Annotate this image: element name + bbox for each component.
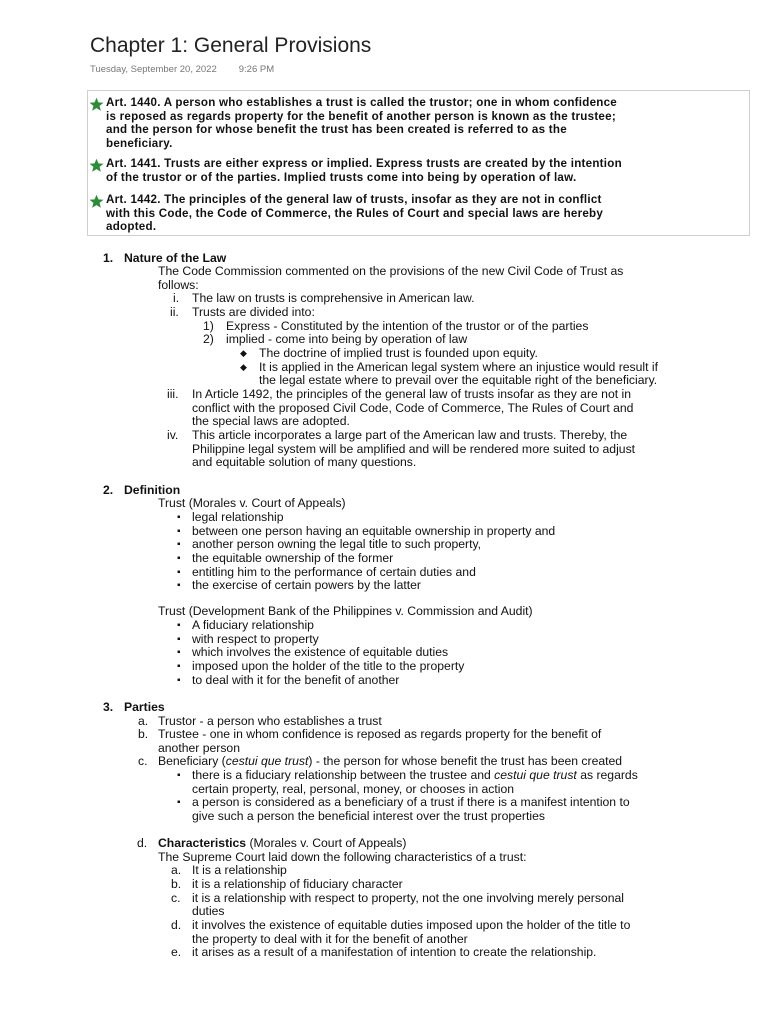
square-bullet-icon: ▪ xyxy=(177,553,181,564)
list-marker: d. xyxy=(137,836,148,850)
article-line: Art. 1440. A person who establishes a trust is called the trustor; one in whom confidence xyxy=(106,96,618,109)
list-marker: b. xyxy=(171,877,182,891)
body-text: The Code Commission commented on the provisions of the new Civil Code of Trust as xyxy=(158,264,624,278)
list-item: Express - Constituted by the intention of the trustor or of the parties xyxy=(226,319,589,333)
list-item: another person owning the legal title to such property, xyxy=(192,537,482,551)
list-item xyxy=(158,755,622,769)
article-line: Art. 1442. The principles of the general law of trusts, insofar as they are not in conflict xyxy=(106,193,602,206)
article-line: of the trustor or of the parties. Implied trusts come into being by operation of law. xyxy=(106,170,577,184)
text-run: ) - the person for whose benefit the trust has been created xyxy=(308,754,623,768)
list-item: A fiduciary relationship xyxy=(192,618,314,632)
list-item: the exercise of certain powers by the latter xyxy=(192,578,421,592)
list-item: another person xyxy=(158,741,240,755)
page-timestamp xyxy=(90,64,274,75)
body-text: The Supreme Court laid down the following characteristics of a trust: xyxy=(158,850,527,864)
list-item: Trusts are divided into: xyxy=(192,305,315,319)
list-item: It is a relationship xyxy=(192,863,287,877)
italic-term: cestui que trust xyxy=(225,754,309,768)
square-bullet-icon: ▪ xyxy=(177,647,181,658)
list-item: to deal with it for the benefit of another xyxy=(192,673,400,687)
italic-term: cestui que trust xyxy=(494,768,577,782)
page-date: Tuesday, September 20, 2022 xyxy=(90,64,217,75)
star-icon xyxy=(89,97,104,112)
square-bullet-icon: ▪ xyxy=(177,675,181,686)
list-item: This article incorporates a large part of the American law and trusts. Thereby, the xyxy=(192,428,628,442)
list-marker: ii. xyxy=(170,305,179,319)
section-number: 2. xyxy=(103,483,114,497)
star-icon xyxy=(89,194,104,209)
list-item: Philippine legal system will be amplified and will be rendered more suited to adjust xyxy=(192,442,636,456)
list-item: between one person having an equitable ownership in property and xyxy=(192,524,556,538)
section-number: 3. xyxy=(103,700,114,714)
list-marker: iii. xyxy=(167,387,179,401)
list-item: it arises as a result of a manifestation of intention to create the relationship. xyxy=(192,945,597,959)
diamond-bullet-icon: ◆ xyxy=(240,348,247,358)
list-item: certain property, real, personal, money, or chooses in action xyxy=(192,782,515,796)
list-marker: c. xyxy=(171,891,181,905)
text-run: Characteristics xyxy=(158,836,247,850)
list-item: the legal estate where to prevail over the equitable right of the beneficiary. xyxy=(259,373,658,387)
list-marker: iv. xyxy=(167,428,179,442)
article-line: Art. 1441. Trusts are either express or implied. Express trusts are created by the intention xyxy=(106,157,622,170)
list-item: Trustor - a person who establishes a trust xyxy=(158,714,382,728)
list-marker: e. xyxy=(171,945,182,959)
text-run: Beneficiary ( xyxy=(158,754,226,768)
article-line: and the person for whose benefit the trust has been created is referred to as the xyxy=(106,123,567,137)
list-marker: a. xyxy=(171,863,182,877)
body-text: Trust (Development Bank of the Philippines v. Commission and Audit) xyxy=(158,604,533,618)
article-1442 xyxy=(106,193,746,234)
section-heading: Definition xyxy=(124,483,181,497)
list-item: the equitable ownership of the former xyxy=(192,551,394,565)
subsection-heading xyxy=(158,837,406,851)
star-icon xyxy=(89,158,104,173)
list-item: it is a relationship of fiduciary character xyxy=(192,877,403,891)
text-run: there is a fiduciary relationship between the trustee and xyxy=(192,768,495,782)
list-item: implied - come into being by operation of law xyxy=(226,332,468,346)
list-item: duties xyxy=(192,904,225,918)
list-marker: i. xyxy=(173,291,180,305)
list-item: entitling him to the performance of certain duties and xyxy=(192,565,476,579)
list-item: it involves the existence of equitable duties imposed upon the holder of the title to xyxy=(192,918,631,932)
text-run: (Morales v. Court of Appeals) xyxy=(246,836,407,850)
body-text: Trust (Morales v. Court of Appeals) xyxy=(158,496,346,510)
list-item xyxy=(192,769,638,783)
section-heading: Nature of the Law xyxy=(124,251,227,265)
square-bullet-icon: ▪ xyxy=(177,661,181,672)
text-run: as regards xyxy=(576,768,638,782)
square-bullet-icon: ▪ xyxy=(177,567,181,578)
article-line: is reposed as regards property for the benefit of another person is known as the trustee; xyxy=(106,109,616,123)
square-bullet-icon: ▪ xyxy=(177,539,181,550)
list-marker: 1) xyxy=(203,319,214,333)
list-item: legal relationship xyxy=(192,510,284,524)
page-title: Chapter 1: General Provisions xyxy=(90,34,372,57)
list-item: It is applied in the American legal system where an injustice would result if xyxy=(259,360,658,374)
body-text: follows: xyxy=(158,278,199,292)
list-item: a person is considered as a beneficiary of a trust if there is a manifest intention to xyxy=(192,795,630,809)
list-marker: c. xyxy=(138,754,148,768)
list-item: it is a relationship with respect to property, not the one involving merely personal xyxy=(192,891,624,905)
square-bullet-icon: ▪ xyxy=(177,797,181,808)
square-bullet-icon: ▪ xyxy=(177,526,181,537)
square-bullet-icon: ▪ xyxy=(177,620,181,631)
square-bullet-icon: ▪ xyxy=(177,580,181,591)
articles-box xyxy=(87,90,750,236)
article-1440 xyxy=(106,96,746,150)
diamond-bullet-icon: ◆ xyxy=(240,362,247,372)
list-item: The doctrine of implied trust is founded upon equity. xyxy=(259,346,538,360)
list-item: which involves the existence of equitable duties xyxy=(192,645,449,659)
list-marker: b. xyxy=(138,727,149,741)
list-marker: 2) xyxy=(203,332,214,346)
list-item: give such a person the beneficial interest over the trust properties xyxy=(192,809,545,823)
square-bullet-icon: ▪ xyxy=(177,634,181,645)
list-item: imposed upon the holder of the title to the property xyxy=(192,659,465,673)
article-1441 xyxy=(106,157,746,184)
list-item: and equitable solution of many questions. xyxy=(192,455,417,469)
section-heading: Parties xyxy=(124,700,165,714)
square-bullet-icon: ▪ xyxy=(177,512,181,523)
list-item: conflict with the proposed Civil Code, Code of Commerce, The Rules of Court and xyxy=(192,401,634,415)
section-number: 1. xyxy=(103,251,114,265)
article-line: beneficiary. xyxy=(106,136,173,150)
list-item: Trustee - one in whom confidence is reposed as regards property for the benefit of xyxy=(158,727,602,741)
list-item: the property to deal with it for the benefit of another xyxy=(192,932,468,946)
page-time: 9:26 PM xyxy=(238,64,275,75)
list-item: In Article 1492, the principles of the general law of trusts insofar as they are not in xyxy=(192,387,631,401)
list-marker: a. xyxy=(138,714,149,728)
list-item: The law on trusts is comprehensive in American law. xyxy=(192,291,475,305)
list-item: the special laws are adopted. xyxy=(192,414,350,428)
list-item: with respect to property xyxy=(192,632,319,646)
article-line: adopted. xyxy=(106,220,157,234)
list-marker: d. xyxy=(171,918,182,932)
article-line: with this Code, the Code of Commerce, the Rules of Court and special laws are hereby xyxy=(106,206,604,220)
square-bullet-icon: ▪ xyxy=(177,770,181,781)
